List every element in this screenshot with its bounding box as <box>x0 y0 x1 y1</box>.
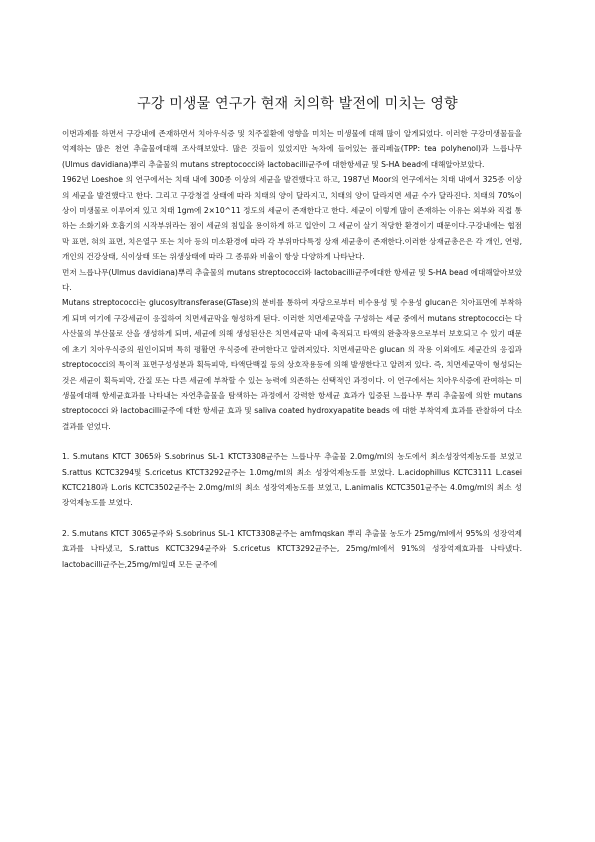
paragraph-result-2: 2. S.mutans KTCT 3065균주와 S.sobrinus SL-1 KTCT3308균주는 amfmqskan 뿌리 추출물 농도가 25mg/ml에서 95%의 성장억제효과를 나타냈고, S.rattus KCTC3294균주와 S.cricetus KTCT3292균주는, 25mg/ml에서 91%의 성장억제효과를 나타냈다. lactobacilli균주는,25mg/ml일때 모든 균주에 <box>62 528 522 569</box>
paragraph-oral-bacteria: 1962년 Loeshoe 의 연구에서는 치태 내에 300종 이상의 세균을 발견했다고 하고, 1987년 Moor의 연구에서는 치태 내에서 325종 이상의 세균을 발견했다고 한다. 그리고 구강청결 상태에 따라 치태의 양이 달라지고, 치태의 양이 달라지면 세균 수가 달라진다. 치태의 70%이상이 미생물로 이루어져 있고 치태 1gm에 2×10^11 정도의 세균이 존재한다고 한다. 세균이 이렇게 많이 존재하는 이유는 외부와 직접 통하는 소화기와 호흡기의 시작부위라는 점이 세균의 침입을 용이하게 하고 입안이 그 세균이 살기 적당한 환경이기 때문이다.구강내에는 협점막 표면, 혀의 표면, 치은열구 또는 치아 등의 미소환경에 따라 각 부위마다특정 상재 세균총이 존재한다.이러한 상재균총은은 각 개인, 연령, 개인의 건강상태, 식이상태 또는 위생상태에 따라 그 종류와 비율이 항상 다양하게 나타난다. <box>62 175 522 262</box>
document-body <box>62 126 522 572</box>
document-title: 구강 미생물 연구가 현재 치의학 발전에 미치는 영향 <box>137 96 458 112</box>
paragraph-intro: 이번과제를 하면서 구강내에 존재하면서 치아우식증 및 치주질환에 영향을 미치는 미생물에 대해 많이 알게되었다. 이러한 구강미생물들을 억제하는 많은 천연 추출물에대해 조사해보았다. 많은 것들이 있었지만 녹차에 들어있는 폴리페놀(TPP: tea polyhenol)과 느릅나무(Ulmus davidiana)뿌리 추출물의 mutans streptococci와 lactobacilli균주에 대한항세균 및 S-HA bead에 대해알아보았다. <box>62 129 523 169</box>
paragraph-mutans-streptococci: Mutans streptococci는 glucosyltransferase(GTase)의 분비를 통하여 자당으로부터 비수용성 및 수용성 glucan은 치아표면에 부착하게 되며 여기에 구강세균이 응집하여 치면세균막을 형성하게 된다. 이러한 치면세균막을 구성하는 세균 중에서 mutans streptococci는 다사산물의 부산물로 산을 생성하게 되며, 세균에 의해 생성된산은 치면세균막 내에 축적되고 타액의 완충작용으로부터 보호되고 수 있기 때문에 초기 치아우식증의 원인이되며 특히 평활면 우식증에 관여한다고 알려져있다. 치면세균막은 glucan 의 작용 이외에도 세균간의 응집과 streptococci의 특이적 표면구성성분과 획득피막, 타액단백질 등의 상호작용등에 의해 발생한다고 알려져 있다. 즉, 치면세균막이 형성되는 것은 세균이 획득피막, 간질 또는 다른 세균에 부착할 수 있는 능력에 의존하는 선택적인 과정이다. 이 연구에서는 치아우식증에 관여하는 미생물에대해 항세균효과를 나타내는 자연추출물을 탐색하는 과정에서 강력한 항세균 효과가 입증된 느릅나무 뿌리 추출물에 의한 mutans streptococci 와 lactobacilli균주에 대한 항세균 효과 및 saliva coated hydroxyapatite beads 에 대한 부착억제 효과를 관찰하여 다소 결과를 얻었다. <box>62 298 522 431</box>
paragraph-result-1: 1. S.mutans KTCT 3065와 S.sobrinus SL-1 KTCT3308균주는 느릅나무 추출물 2.0mg/ml의 농도에서 최소성장억제농도를 보였고 S.rattus KCTC3294및 S.cricetus KTCT3292균주는 1.0mg/ml의 최소 성장억제농도를 보였다. L.acidophillus KCTC3111 L.casei KCTC2180과 L.oris KCTC3502균주는 2.0mg/ml의 최소 성장억제농도를 보였고, L.animalis KCTC3501균주는 4.0mg/ml의 최소 성장억제농도를 보였다. <box>62 452 522 508</box>
paragraph-ulmus-overview: 먼저 느릅나무(Ulmus davidiana)뿌리 추출물의 mutans streptococci와 lactobacilli균주에대한 항세균 및 S-HA bead 에대해알아보았다. <box>62 267 522 293</box>
